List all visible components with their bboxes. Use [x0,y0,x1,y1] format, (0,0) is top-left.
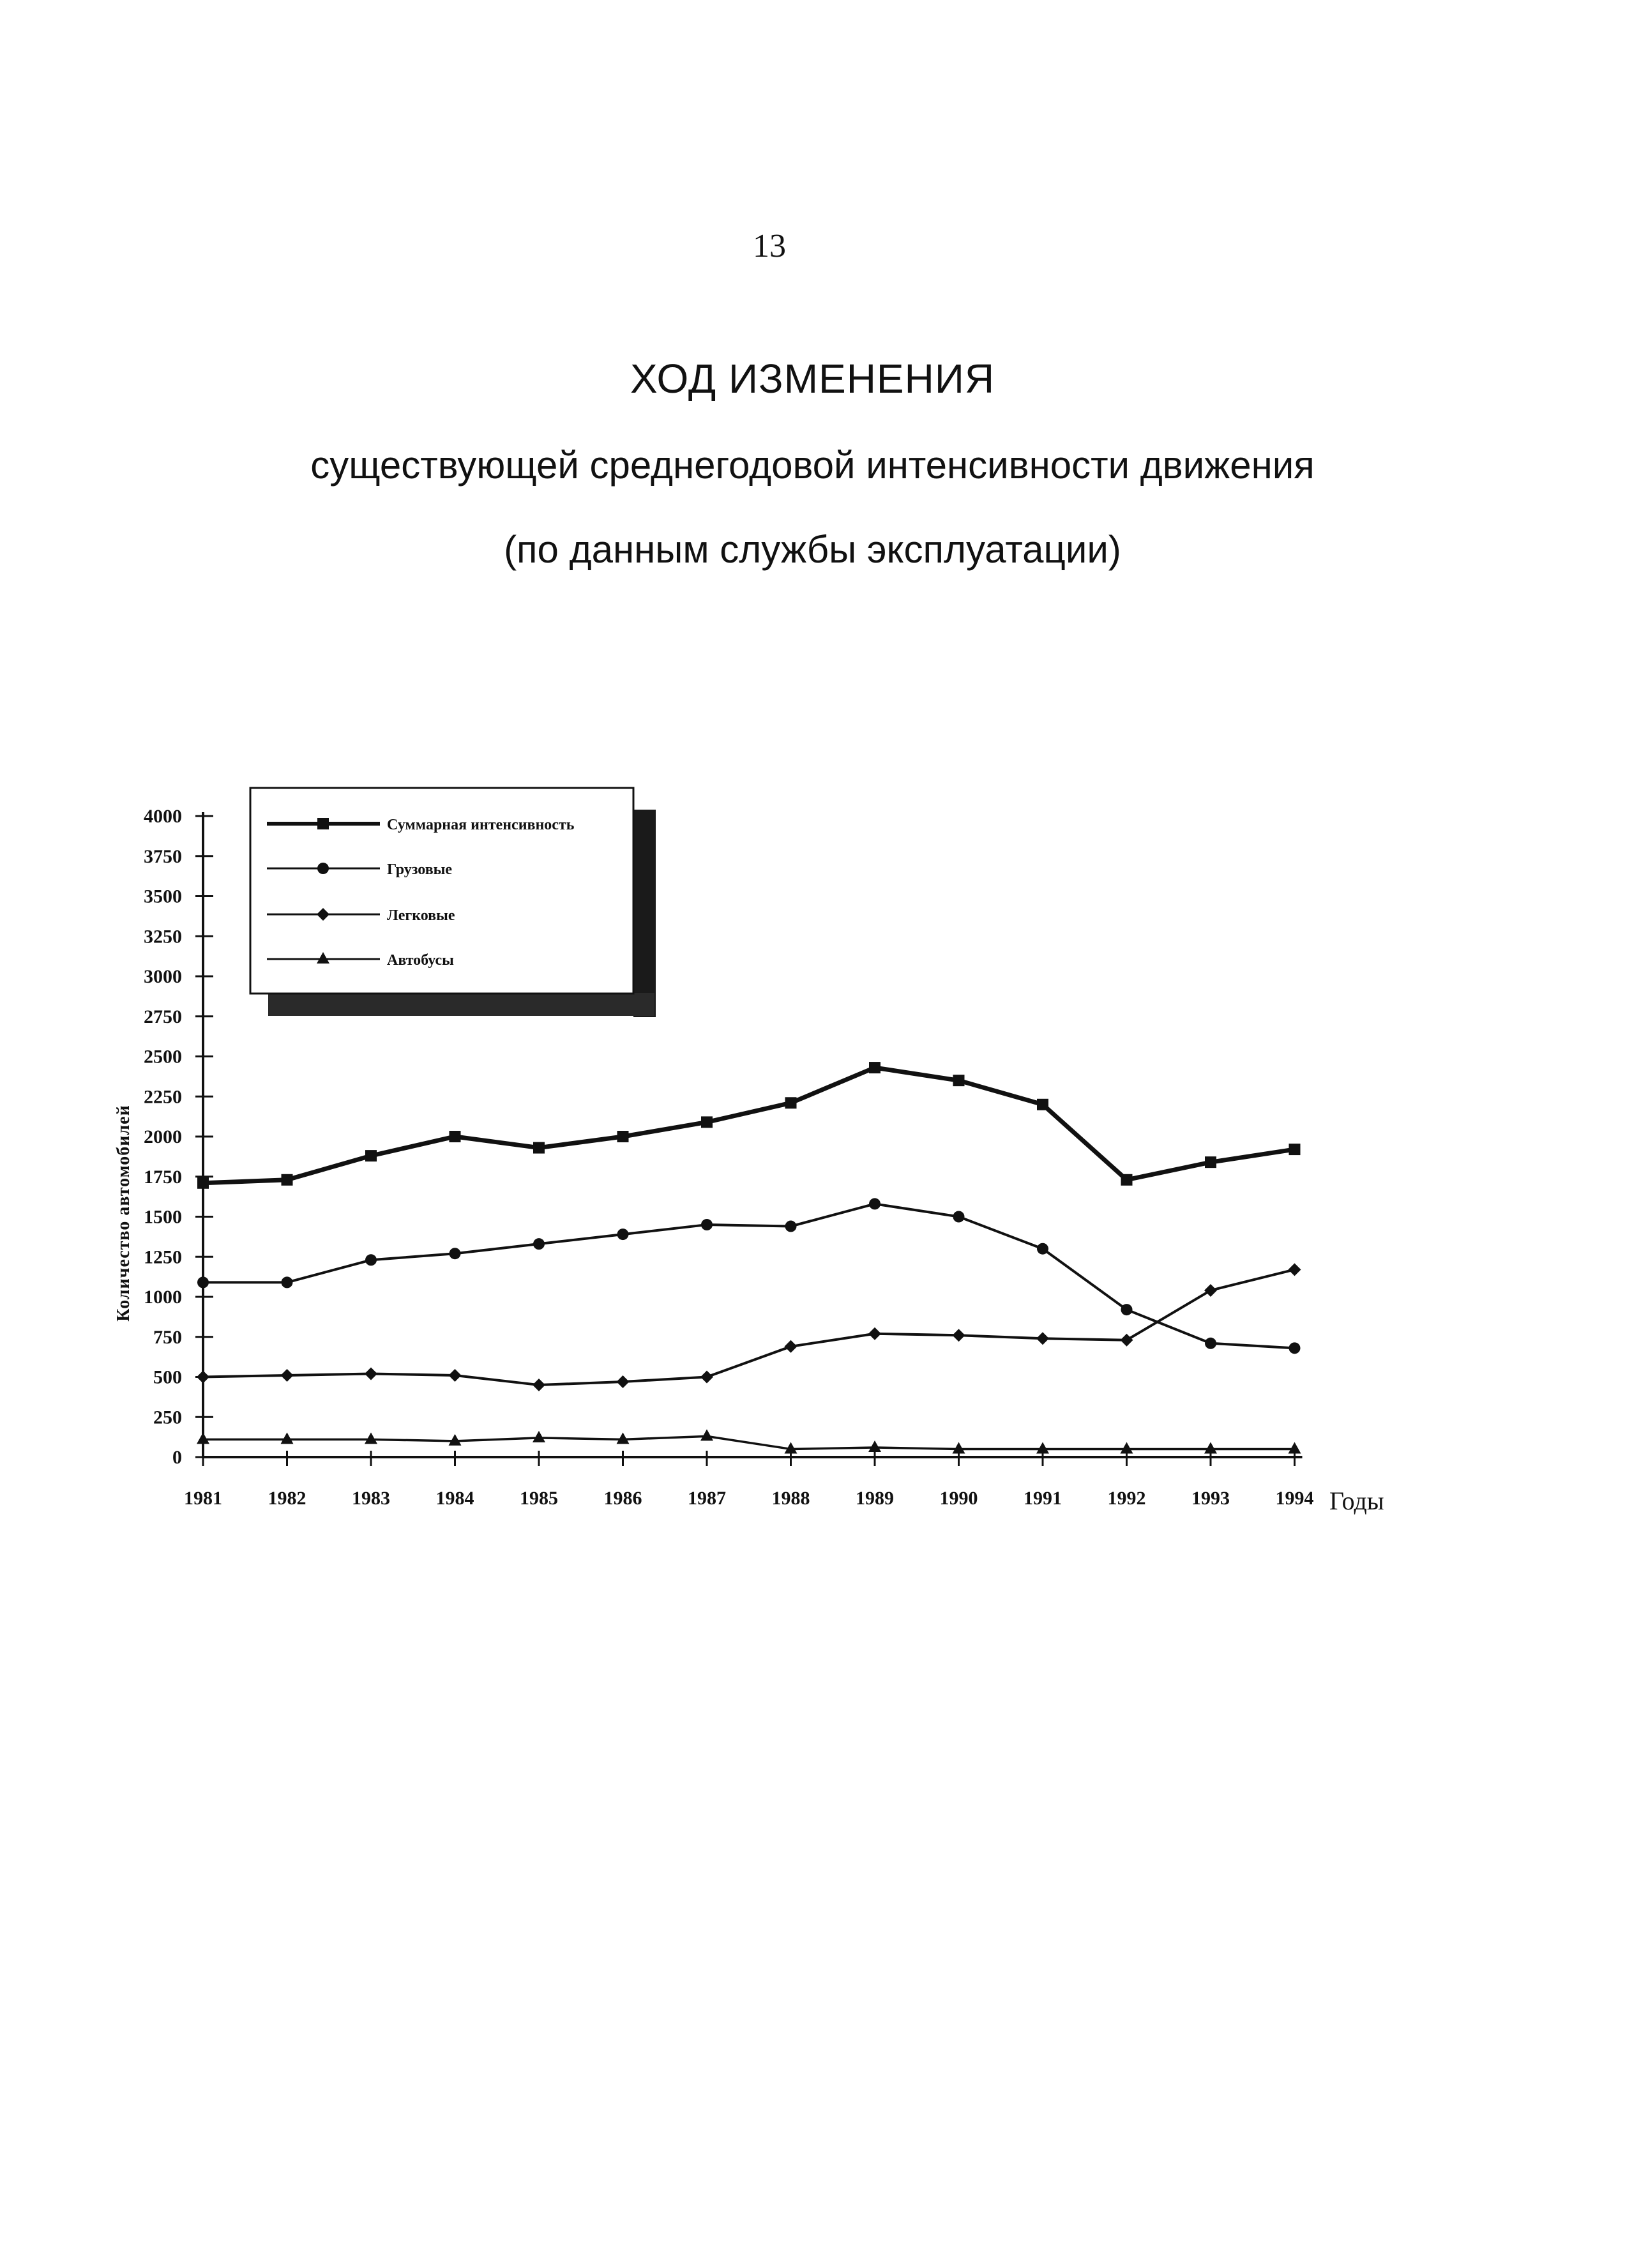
series-line [203,1204,1295,1348]
data-point-triangle [1121,1442,1133,1453]
x-tick-label: 1994 [1275,1488,1314,1509]
data-point-square [1205,1156,1216,1168]
y-tick-label: 3500 [144,886,182,907]
x-tick-label: 1983 [352,1488,390,1509]
chart-title-line-2: существующей среднегодовой интенсивности движения [310,444,1315,487]
data-point-square [701,1116,713,1128]
y-tick-label: 1750 [144,1166,182,1188]
data-point-square [1121,1174,1133,1186]
y-tick-label: 3250 [144,926,182,948]
data-point-circle [701,1219,713,1230]
chart-title-line-1: ХОД ИЗМЕНЕНИЯ [630,356,995,402]
data-point-circle [953,1211,965,1223]
data-point-square [1289,1144,1301,1155]
y-tick-label: 1000 [144,1287,182,1308]
y-tick-label: 750 [153,1326,182,1348]
legend-label: Суммарная интенсивность [387,817,575,833]
series-line [203,1269,1295,1385]
legend-label: Легковые [387,907,455,924]
data-point-triangle [365,1432,377,1444]
data-point-diamond [785,1340,797,1353]
y-tick-label: 1500 [144,1206,182,1228]
data-point-square [282,1174,293,1186]
series-diamond [197,1263,1301,1391]
legend-shadow-right [633,810,656,1017]
x-tick-label: 1987 [688,1488,726,1509]
legend-label: Автобусы [387,952,454,969]
data-point-circle [282,1276,293,1288]
x-tick-label: 1993 [1191,1488,1230,1509]
data-point-circle [617,1228,629,1240]
data-point-triangle [868,1440,881,1452]
x-tick-label: 1990 [939,1488,978,1509]
data-point-square [450,1131,461,1142]
data-point-diamond [197,1371,209,1384]
x-tick-label: 1988 [771,1488,810,1509]
y-tick-label: 1250 [144,1246,182,1268]
data-point-diamond [868,1327,881,1340]
data-point-square [317,818,329,829]
y-tick-label: 2500 [144,1046,182,1068]
data-point-circle [1037,1243,1048,1255]
data-point-square [365,1150,377,1161]
data-point-square [869,1062,881,1073]
data-point-diamond [533,1379,545,1391]
series-triangle [197,1429,1301,1453]
data-point-square [533,1142,545,1154]
data-point-triangle [1289,1442,1301,1453]
series-circle [197,1198,1301,1354]
data-point-square [197,1177,209,1189]
y-axis-label: Количество автомобилей [114,1105,133,1322]
data-point-diamond [281,1369,294,1382]
data-point-diamond [953,1329,965,1342]
data-point-circle [365,1254,377,1266]
y-tick-label: 250 [153,1407,182,1428]
data-point-triangle [1204,1442,1217,1453]
data-point-diamond [700,1371,713,1384]
data-point-circle [317,863,329,874]
x-tick-label: 1991 [1024,1488,1062,1509]
legend-shadow-bottom [268,993,654,1016]
y-tick-label: 500 [153,1366,182,1388]
y-tick-label: 2250 [144,1086,182,1108]
data-point-circle [533,1238,545,1250]
data-point-square [1037,1099,1048,1110]
data-point-circle [1289,1342,1301,1354]
data-point-diamond [617,1375,630,1388]
y-tick-label: 3750 [144,845,182,867]
x-axis-label: Годы [1329,1486,1384,1515]
legend-label: Грузовые [387,861,453,878]
data-point-square [617,1131,629,1142]
data-point-circle [1205,1338,1216,1349]
data-point-circle [450,1248,461,1259]
data-point-diamond [1036,1332,1049,1345]
data-point-circle [197,1276,209,1288]
data-point-square [785,1097,797,1108]
y-tick-label: 2750 [144,1006,182,1027]
data-point-triangle [197,1432,209,1444]
y-tick-label: 4000 [144,806,182,827]
data-point-diamond [1289,1263,1301,1276]
x-tick-label: 1986 [603,1488,642,1509]
chart-title-line-3: (по данным службы эксплуатации) [504,528,1121,571]
x-tick-label: 1984 [435,1488,474,1509]
x-tick-label: 1992 [1107,1488,1146,1509]
data-point-diamond [1204,1284,1217,1297]
data-point-diamond [365,1367,377,1380]
data-point-diamond [449,1369,462,1382]
data-point-triangle [281,1432,294,1444]
data-point-triangle [700,1429,713,1440]
data-point-circle [869,1198,881,1209]
page-number: 13 [753,228,786,264]
chart-series [197,1062,1301,1453]
data-point-triangle [533,1431,545,1442]
x-tick-label: 1981 [184,1488,222,1509]
y-tick-label: 3000 [144,966,182,987]
data-point-circle [785,1221,797,1232]
series-square [197,1062,1301,1189]
data-point-square [953,1075,965,1086]
chart-legend [250,788,656,1017]
y-tick-label: 2000 [144,1126,182,1147]
x-tick-label: 1985 [520,1488,558,1509]
data-point-circle [1121,1304,1133,1315]
series-line [203,1068,1295,1183]
x-tick-label: 1989 [856,1488,894,1509]
y-tick-label: 0 [172,1447,182,1468]
data-point-triangle [953,1442,965,1453]
data-point-diamond [1121,1334,1133,1347]
data-point-triangle [1036,1442,1049,1453]
x-tick-label: 1982 [268,1488,306,1509]
